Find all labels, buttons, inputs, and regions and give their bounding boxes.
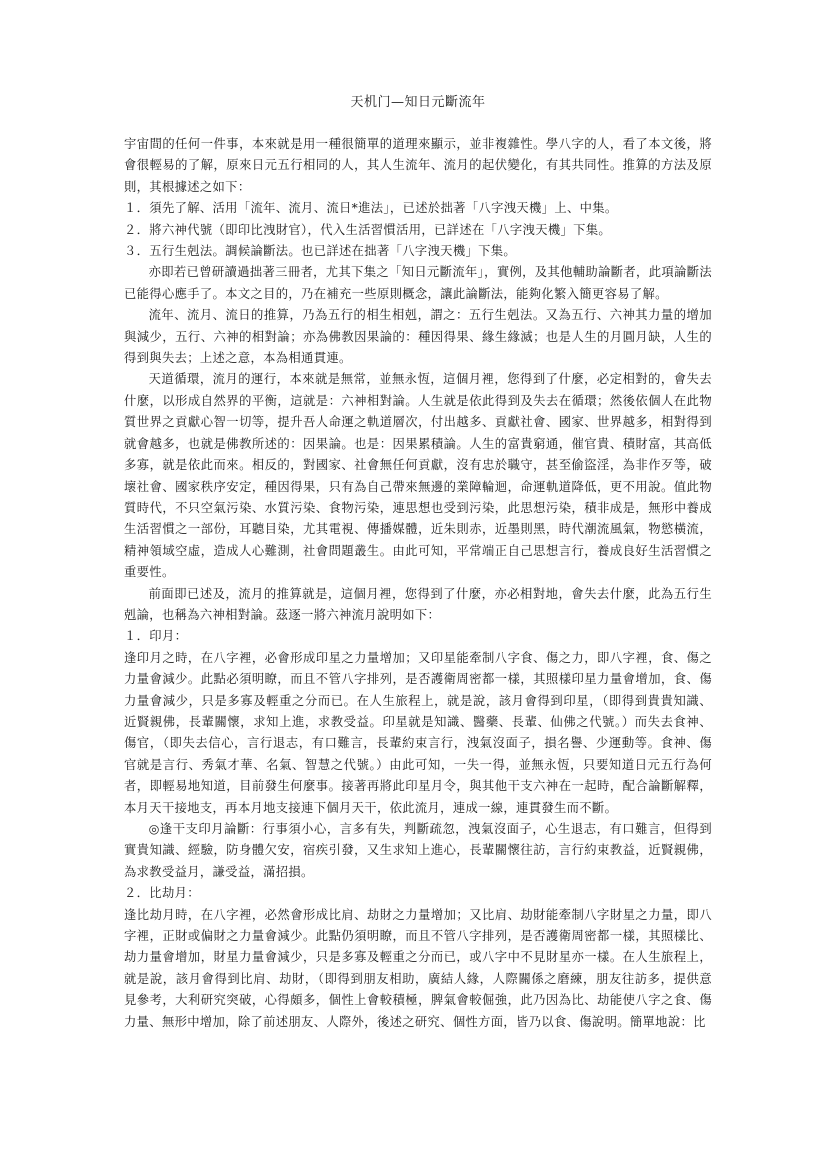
paragraph: ◎逢干支印月論斷：行事須小心，言多有失，判斷疏忽，洩氣沒面子，心生退志，有口難言，但得到實貴知識、經驗，防身體欠安，宿疾引發，又生求知上進心，長輩關懷往訪，言行約束教益，近賢親佛，為求教受益月，謙受益，滿招損。: [124, 822, 712, 879]
paragraph: 宇宙間的任何一件事，本來就是用一種很簡單的道理來顯示，並非複雜性。學八字的人，看了本文後，將會很輕易的了解，原來日元五行相同的人，其人生流年、流月的起伏變化，有其共同性。推算的方法及原則，其根據述之如下：: [124, 137, 712, 194]
document-title: 天机门—知日元斷流年: [350, 95, 486, 110]
paragraph: 亦即若已曾研讀過拙著三冊者，尤其下集之「知日元斷流年」，實例，及其他輔助論斷者，此項論斷法已能得心應手了。本文之目的，乃在補充一些原則概念，讓此論斷法，能夠化繁入簡更容易了解。: [124, 265, 712, 301]
paragraph: ３．五行生剋法。調候論斷法。也已詳述在拙著「八字洩天機」下集。: [124, 244, 517, 259]
paragraph: 流年、流月、流日的推算，乃為五行的相生相剋，謂之：五行生剋法。又為五行、六神其力量的增加與減少，五行、六神的相對論；亦為佛教因果論的：種因得果、緣生緣滅；也是人生的月圓月缺，人生的得到與失去；上述之意，本為相通貫連。: [124, 308, 712, 366]
paragraph: 逢比劫月時，在八字裡，必然會形成比肩、劫財之力量增加；又比肩、劫財能牽制八字財星之力量，即八字裡，正財或偏財之力量會減少。此點仍須明瞭，而且不管八字排列，是否護衛周密都一樣，其照樣比、劫力量會增加，財星力量會減少，只是多寡及輕重之分而已，或八字中不見財星亦一樣。在人生旅程上，就是說，該月會得到比肩、劫財，（即得到朋友相助，廣結人緣，人際關係之磨練，朋友往訪多，提供意見參考，大利研究突破，心得頗多，個性上會較積極，脾氣會較倔強，此乃因為比、劫能使八字之食、傷力量、無形中增加，除了前述朋友、人際外，後述之研究、個性方面，皆乃以食、傷說明。簡單地說：比: [124, 907, 712, 1029]
paragraph: ２．將六神代號（即印比洩財官），代入生活習慣活用，已詳述在「八字洩天機」下集。: [124, 222, 612, 237]
paragraph: 前面即已述及，流月的推算就是，這個月裡，您得到了什麼，亦必相對地，會失去什麼，此為五行生剋論，也稱為六神相對論。茲逐一將六神流月說明如下：: [124, 586, 712, 622]
paragraph: 逢印月之時，在八字裡，必會形成印星之力量增加；又印星能牽制八字食、傷之力，即八字裡，食、傷之力量會減少。此點必須明瞭，而且不管八字排列，是否護衛周密都一樣，其照樣印星力量會增加，食、傷力量會減少，只是多寡及輕重之分而已。在人生旅程上，就是說，該月會得到印星，（即得到貴貴知識、近賢親佛，長輩關懷，求知上進，求教受益。印星就是知識、醫藥、長輩、仙佛之代號。）而失去食神、傷官，（即失去信心，言行退志，有口難言，長輩約束言行，洩氣沒面子，損名譽、少運動等。食神、傷官就是言行、秀氣才華、名氣、智慧之代號。）由此可知，一失一得，並無永恆，只要知道日元五行為何者，即輕易地知道，目前發生何麼事。接著再將此印星月令，與其他干支六神在一起時，配合論斷解釋，本月天干接地支，再本月地支接連下個月天干，依此流月，連成一線，連貫發生而不斷。: [124, 650, 712, 815]
paragraph: 天道循環，流月的運行，本來就是無常，並無永恆，這個月裡，您得到了什麼，必定相對的，會失去什麼，以形成自然界的平衡，這就是：六神相對論。人生就是依此得到及失去在循環；然後依個人在此物質世界之貢獻心智一切等，提升吾人命運之軌道層次，付出越多、貢獻社會、國家、世界越多，相對得到就會越多，也就是佛教所述的：因果論。也是：因果累積論。人生的富貴窮通，催官貴、積財富，其高低多寡，就是依此而來。相反的，對國家、社會無任何貢獻，沒有忠於職守，甚至偷盜淫，為非作歹等，破壞社會、國家秩序安定，種因得果，只有為自己帶來無邊的業障輪迴，命運軌道降低，更不用說。值此物質時代，不只空氣污染、水質污染、食物污染，連思想也受到污染，此思想污染，積非成是，無形中養成生活習慣之一部份，耳聽目染，尤其電視、傳播媒體，近朱則赤，近墨則黑，時代潮流風氣，物慾橫流，精神領域空虛，造成人心難測，社會問題叢生。由此可知，平常端正自己思想言行，養成良好生活習慣之重要性。: [124, 372, 712, 580]
paragraph: １．須先了解、活用「流年、流月、流日*進法」，已述於拙著「八字洩天機」上、中集。: [124, 201, 618, 216]
paragraph: ２．比劫月：: [124, 886, 200, 901]
document-page: [124, 94, 712, 1033]
paragraph: １．印月：: [124, 629, 188, 644]
document-body: [124, 134, 712, 1033]
